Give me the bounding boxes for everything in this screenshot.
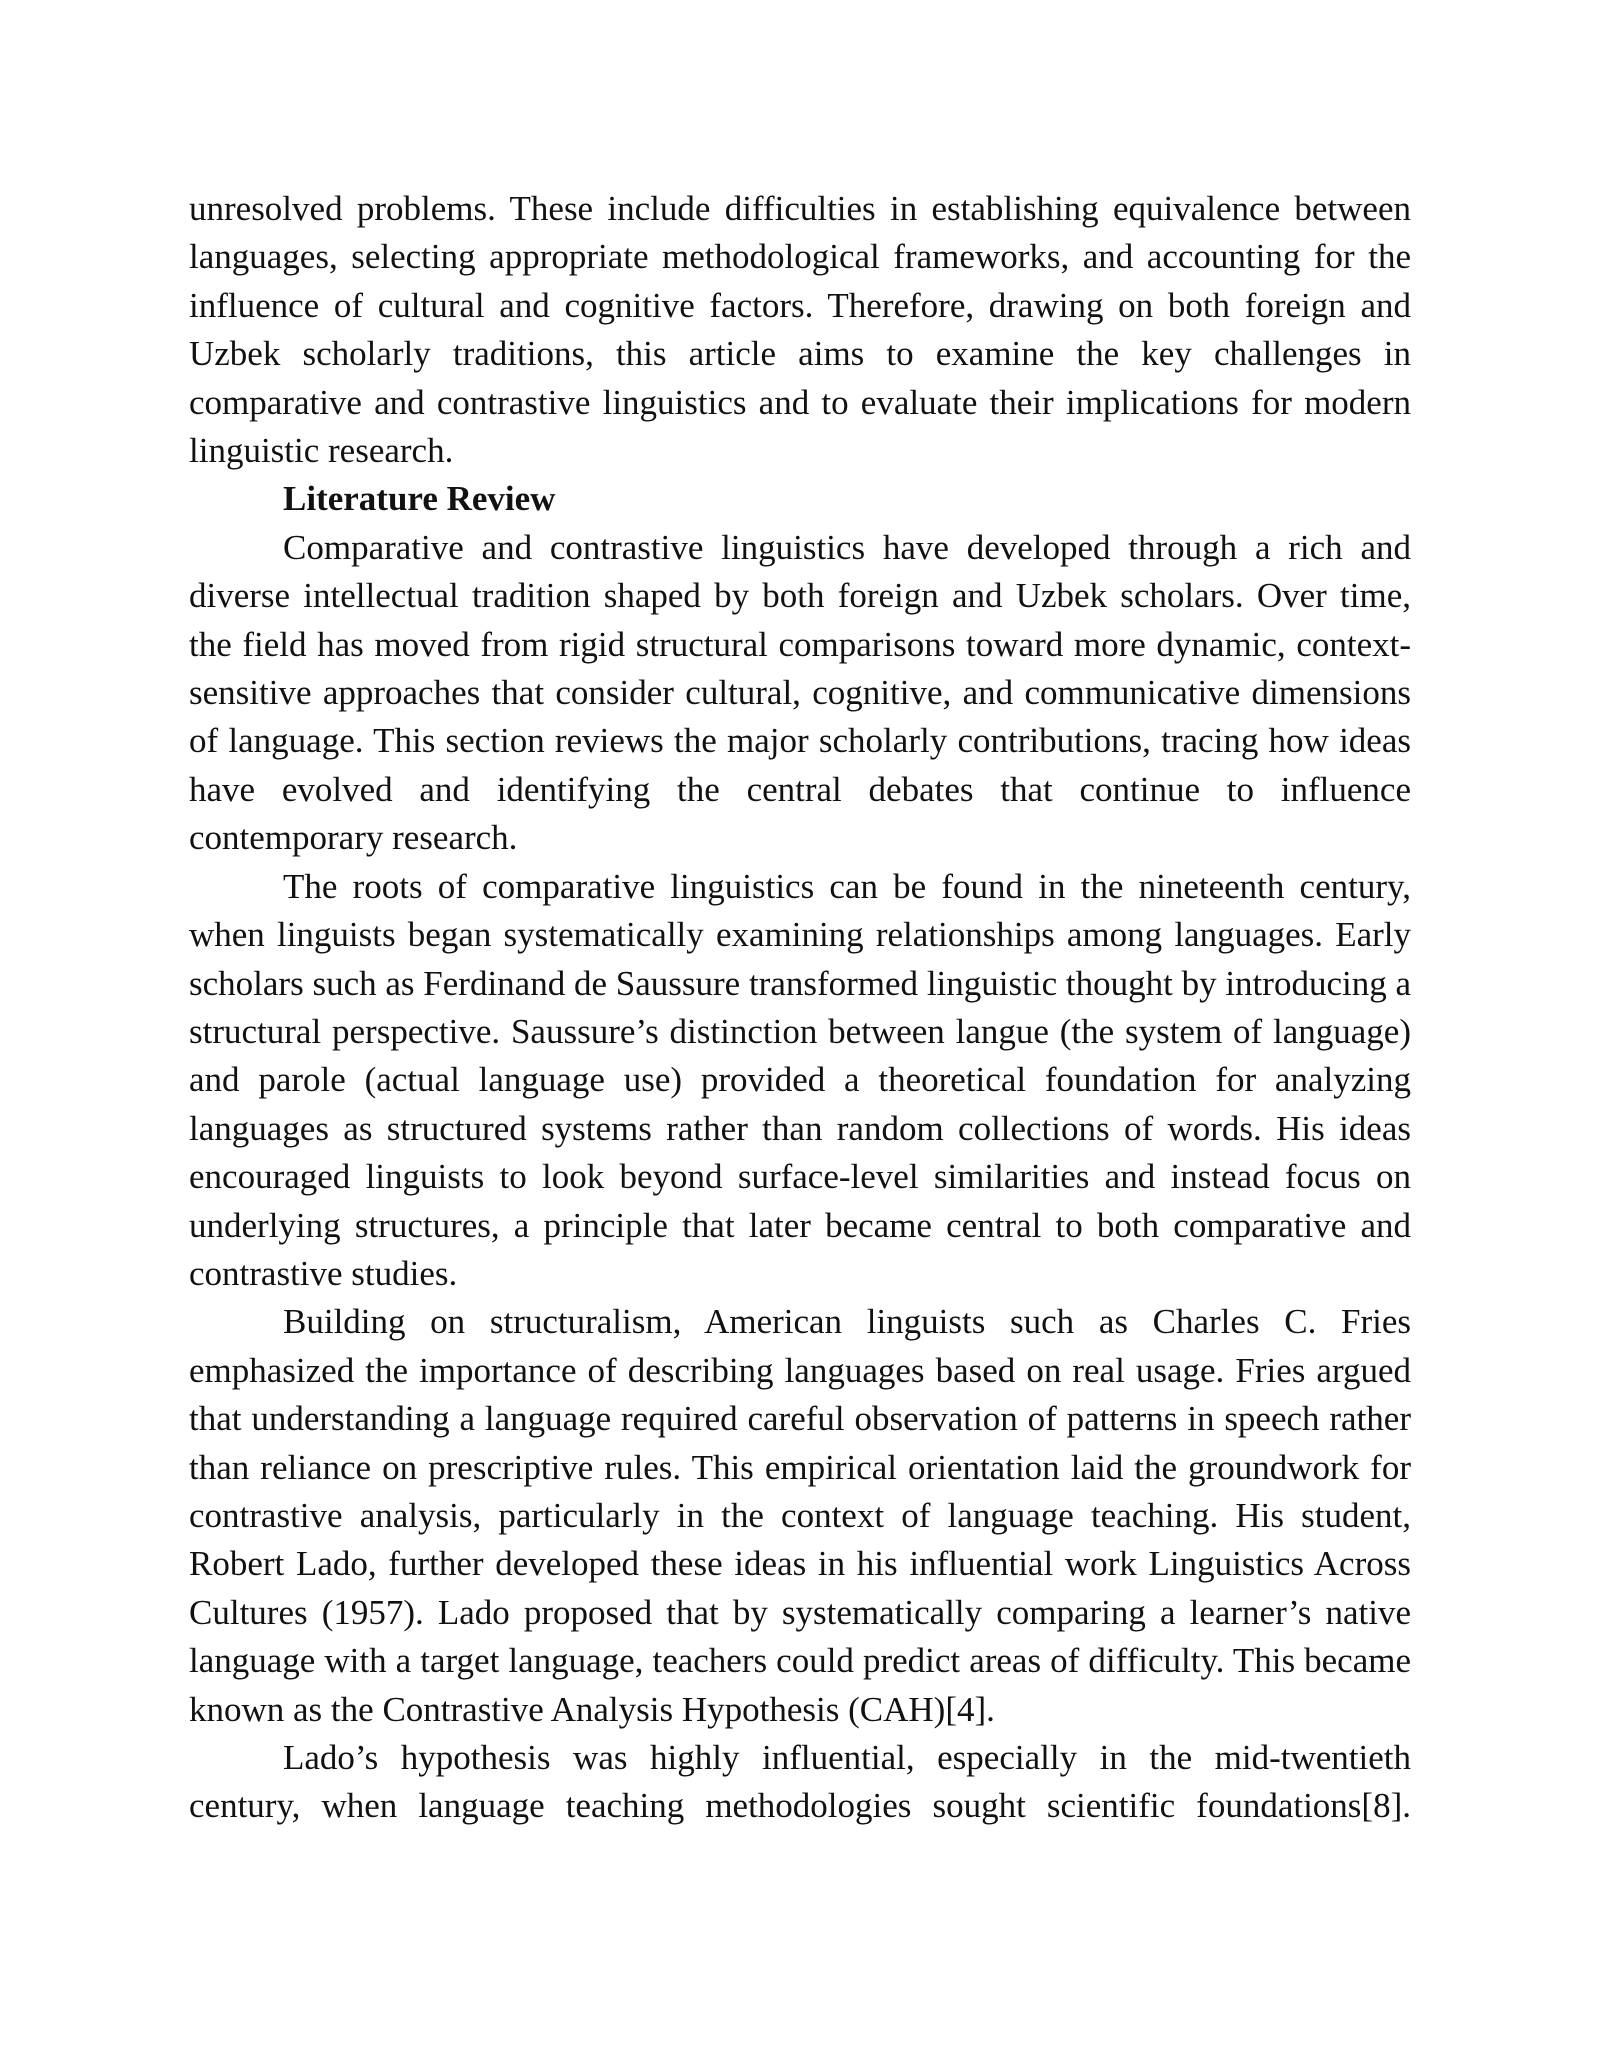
- body-paragraph-3: Building on structuralism, American linguists such as Charles C. Fries emphasized the importance of describing languages based on real usage. Fries argued that understanding a language required careful observation of patterns in speech rather than reliance on prescriptive rules. This empirical orientation laid the groundwork for contrastive analysis, particularly in the context of language teaching. His student, Robert Lado, further developed these ideas in his influential work Linguistics Across Cultures (1957). Lado proposed that by systematically comparing a learner’s native language with a target language, teachers could predict areas of difficulty. This became known as the Contrastive Analysis Hypothesis (CAH)[4].: [189, 1302, 1411, 1729]
- document-page: [189, 185, 1411, 1831]
- body-paragraph-2: The roots of comparative linguistics can be found in the nineteenth century, when linguists began systematically examining relationships among languages. Early scholars such as Ferdinand de Saussure transformed linguistic thought by introducing a structural perspective. Saussure’s distinction between langue (the system of language) and parole (actual language use) provided a theoretical foundation for analyzing languages as structured systems rather than random collections of words. His ideas encouraged linguists to look beyond surface-level similarities and instead focus on underlying structures, a principle that later became central to both comparative and contrastive studies.: [189, 866, 1411, 1293]
- body-paragraph-4: Lado’s hypothesis was highly influential, especially in the mid-twentieth century, when language teaching methodologies sought scientific foundations[8].: [189, 1738, 1411, 1826]
- section-heading: Literature Review: [283, 479, 556, 519]
- intro-paragraph: unresolved problems. These include difficulties in establishing equivalence between languages, selecting appropriate methodological frameworks, and accounting for the influence of cultural and cognitive factors. Therefore, drawing on both foreign and Uzbek scholarly traditions, this article aims to examine the key challenges in comparative and contrastive linguistics and to evaluate their implications for modern linguistic research.: [189, 189, 1411, 471]
- body-paragraph-1: Comparative and contrastive linguistics have developed through a rich and diverse intellectual tradition shaped by both foreign and Uzbek scholars. Over time, the field has moved from rigid structural comparisons toward more dynamic, context-sensitive approaches that consider cultural, cognitive, and communicative dimensions of language. This section reviews the major scholarly contributions, tracing how ideas have evolved and identifying the central debates that continue to influence contemporary research.: [189, 527, 1411, 858]
